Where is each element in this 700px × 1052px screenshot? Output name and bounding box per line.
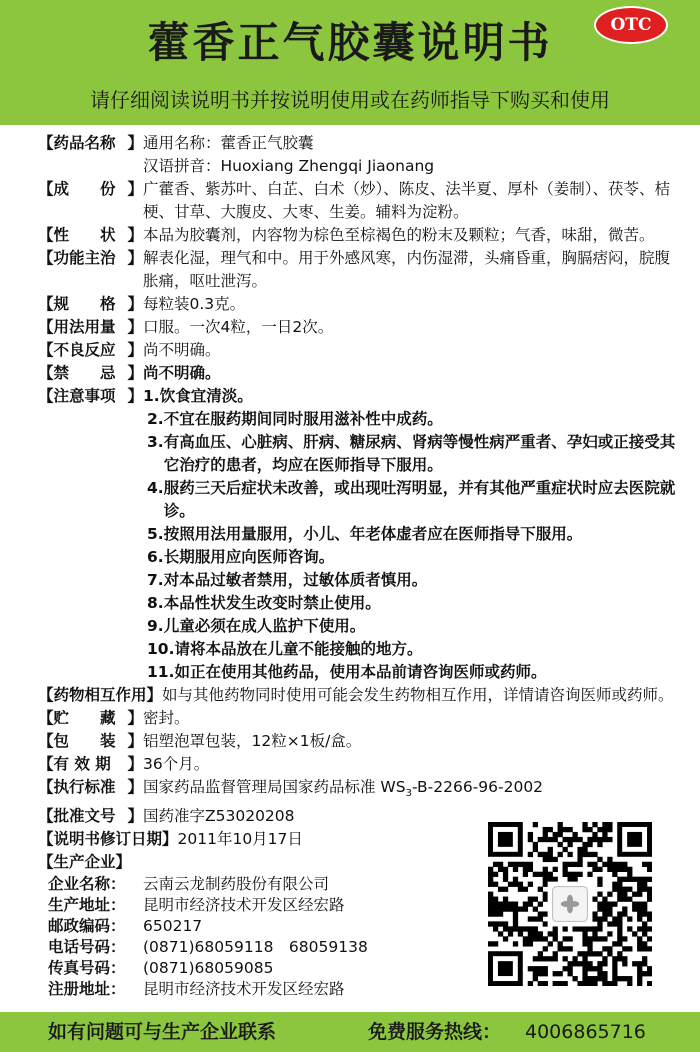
precautions-label: 注意事项 <box>53 387 116 405</box>
precaution-item: 9. 儿童必须在成人监护下使用。 <box>147 617 366 635</box>
precaution-item: 11. 如正在使用其他药品，使用本品前请咨询医师或药师。 <box>147 663 547 681</box>
page-subtitle: 请仔细阅读说明书并按说明使用或在药师指导下购买和使用 <box>90 88 610 112</box>
storage-label: 贮 藏 <box>53 709 116 727</box>
qr-code-icon[interactable] <box>488 822 652 986</box>
precaution-item: 7. 对本品过敏者禁用，过敏体质者慎用。 <box>147 571 428 589</box>
revision-text: 2011年10月17日 <box>177 830 303 849</box>
pinyin-name: 汉语拼音：Huoxiang Zhengqi Jiaonang <box>143 157 435 175</box>
spec-label: 规 格 <box>53 295 116 313</box>
character-text: 本品为胶囊剂，内容物为棕色至棕褐色的粉末及颗粒；气香，味甜，微苦。 <box>143 226 655 244</box>
precaution-item: 6. 长期服用应向医师咨询。 <box>147 548 335 566</box>
interaction-label: 【药物相互作用】 <box>38 686 163 704</box>
page-title: 藿香正气胶囊说明书 <box>147 18 553 67</box>
manufacturer-row: 电话号码： (0871)68059118 68059138 <box>48 938 368 957</box>
adverse-row: 【 不良反应 】 尚不明确。 <box>0 339 700 362</box>
indications-text: 解表化湿，理气和中。用于外感风寒，内伤湿滞，头痛昏重，胸膈痞闷，脘腹胀痛，呕吐泄泻。 <box>143 249 671 290</box>
contra-row: 【 禁 忌 】 尚不明确。 <box>0 362 700 385</box>
dosage-text: 口服。一次4粒，一日2次。 <box>143 318 334 336</box>
drug-name-row: 【 药品名称 】 通用名称：藿香正气胶囊 汉语拼音：Huoxiang Zhengqi Jiaonang <box>0 132 700 178</box>
precaution-item: 3. 有高血压、心脏病、肝病、糖尿病、肾病等慢性病严重者、孕妇或正接受其它治疗的患者，均应在医师指导下服用。 <box>147 433 676 474</box>
character-label: 性 状 <box>53 226 116 244</box>
adverse-text: 尚不明确。 <box>143 341 221 359</box>
manufacturer-row: 注册地址： 昆明市经济技术开发区经宏路 <box>48 980 345 999</box>
precaution-item: 4. 服药三天后症状未改善，或出现吐泻明显，并有其他严重症状时应去医院就诊。 <box>147 479 676 520</box>
contra-label: 禁 忌 <box>53 364 116 382</box>
spec-text: 每粒装0.3克。 <box>143 295 246 313</box>
manufacturer-row: 企业名称： 云南云龙制药股份有限公司 <box>48 875 330 894</box>
standard-row: 【 执行标准 】 国家药品监督管理局国家药品标准 $WS_3-B-2266-96-2002$ <box>0 776 700 805</box>
storage-text: 密封。 <box>143 709 190 727</box>
validity-text: 36个月。 <box>143 755 210 773</box>
composition-row: 【 成 份 】 广藿香、紫苏叶、白芷、白术（炒）、陈皮、法半夏、厚朴（姜制）、茯苓、桔梗、甘草、大腹皮、大枣、生姜。辅料为淀粉。 <box>0 178 700 224</box>
footer-hotline[interactable]: 4006865716 <box>525 1021 646 1043</box>
precaution-list <box>0 408 700 684</box>
composition-label: 成 份 <box>53 180 116 198</box>
dosage-row: 【 用法用量 】 口服。一次4粒，一日2次。 <box>0 316 700 339</box>
package-label: 包 装 <box>53 732 116 750</box>
footer-banner <box>0 1012 700 1052</box>
manufacturer-label: 【生产企业】 <box>38 853 132 872</box>
validity-row: 【 有 效 期 】 36个月。 <box>0 753 700 776</box>
dosage-label: 用法用量 <box>53 318 116 336</box>
composition-text: 广藿香、紫苏叶、白芷、白术（炒）、陈皮、法半夏、厚朴（姜制）、茯苓、桔梗、甘草、大腹皮、大枣、生姜。辅料为淀粉。 <box>143 180 671 221</box>
approval-label: 批准文号 <box>53 807 116 826</box>
precautions-row: 【 注意事项 】 1. 饮食宜清淡。 <box>0 385 700 408</box>
character-row: 【 性 状 】 本品为胶囊剂，内容物为棕色至棕褐色的粉末及颗粒；气香，味甜，微苦。 <box>0 224 700 247</box>
footer-hotline-label: 免费服务热线： <box>368 1021 502 1043</box>
validity-label: 有 效 期 <box>53 755 111 773</box>
precaution-item: 10. 请将本品放在儿童不能接触的地方。 <box>147 640 423 658</box>
revision-label: 【说明书修订日期】 <box>38 830 178 849</box>
interaction-text: 如与其他药物同时使用可能会发生药物相互作用，详情请咨询医师或药师。 <box>162 686 674 704</box>
indications-label: 功能主治 <box>53 249 116 267</box>
spec-row: 【 规 格 】 每粒装0.3克。 <box>0 293 700 316</box>
standard-text: 国家药品监督管理局国家药品标准 $WS_3-B-2266-96-2002$ <box>143 778 544 800</box>
precaution-item: 8. 本品性状发生改变时禁止使用。 <box>147 594 381 612</box>
adverse-label: 不良反应 <box>53 341 116 359</box>
approval-text: 国药准字Z53020208 <box>143 807 295 826</box>
otc-badge: OTC <box>594 6 668 44</box>
storage-row: 【 贮 藏 】 密封。 <box>0 707 700 730</box>
header-banner <box>0 0 700 125</box>
contra-text: 尚不明确。 <box>143 364 221 382</box>
precaution-item: 1. 饮食宜清淡。 <box>143 387 253 405</box>
package-text: 铝塑泡罩包装，12粒×1板/盒。 <box>143 732 362 750</box>
precaution-item: 2. 不宜在服药期间同时服用滋补性中成药。 <box>147 410 443 428</box>
indications-row: 【 功能主治 】 解表化湿，理气和中。用于外感风寒，内伤湿滞，头痛昏重，胸膈痞闷，脘腹胀痛，呕吐泄泻。 <box>0 247 700 293</box>
approval-row: 【 批准文号 】 国药准字Z53020208 <box>0 805 700 828</box>
drug-name-label: 药品名称 <box>53 134 116 152</box>
generic-name: 通用名称：藿香正气胶囊 <box>143 134 314 152</box>
package-row: 【 包 装 】 铝塑泡罩包装，12粒×1板/盒。 <box>0 730 700 753</box>
manufacturer-row: 生产地址： 昆明市经济技术开发区经宏路 <box>48 896 345 915</box>
interaction-section <box>0 684 700 707</box>
precaution-item: 5. 按照用法用量服用，小儿、年老体虚者应在医师指导下服用。 <box>147 525 583 543</box>
manufacturer-row: 邮政编码： 650217 <box>48 917 203 936</box>
footer-contact: 如有问题可与生产企业联系 <box>48 1021 277 1043</box>
manufacturer-row: 传真号码： (0871)68059085 <box>48 959 274 978</box>
standard-label: 执行标准 <box>53 778 116 796</box>
